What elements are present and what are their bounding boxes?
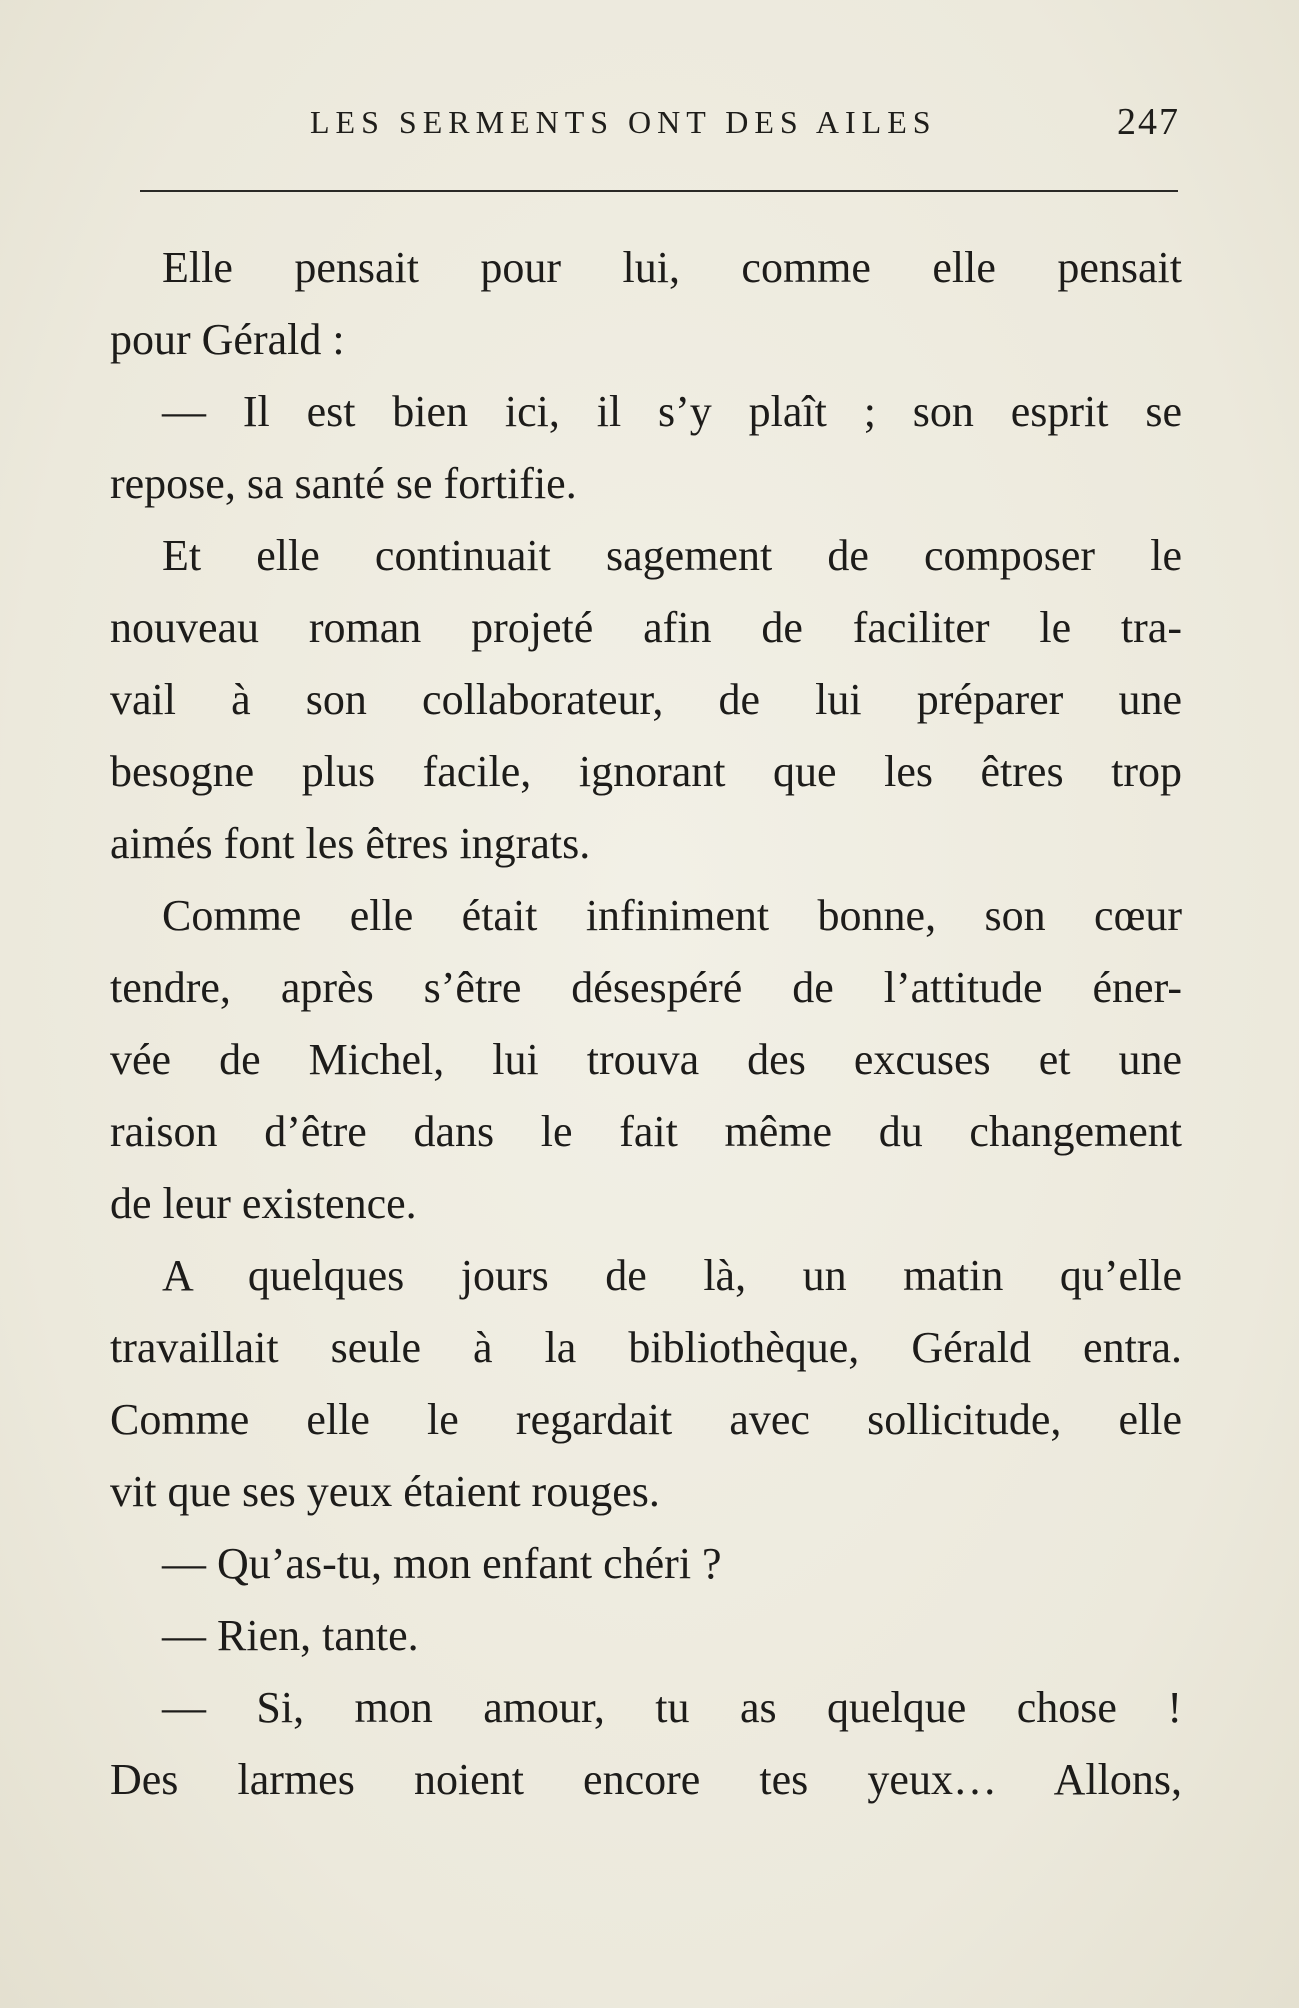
text-line: vit que ses yeux étaient rouges.	[110, 1467, 660, 1516]
text-line: raison d’être dans le fait même du changement	[110, 1107, 1182, 1156]
text-line: Et elle continuait sagement de composer le	[162, 531, 1182, 580]
running-head	[140, 100, 1180, 150]
text-line: — Rien, tante.	[162, 1611, 419, 1660]
text-line: aimés font les êtres ingrats.	[110, 819, 591, 868]
text-line: Elle pensait pour lui, comme elle pensait	[162, 243, 1182, 292]
running-title: LES SERMENTS ONT DES AILES	[310, 104, 937, 140]
text-line: — Si, mon amour, tu as quelque chose !	[162, 1683, 1182, 1732]
header-rule	[140, 190, 1178, 192]
body-text	[110, 232, 1182, 1816]
page-number: 247	[1117, 101, 1180, 143]
text-line: — Qu’as-tu, mon enfant chéri ?	[162, 1539, 722, 1588]
text-line: besogne plus facile, ignorant que les êtres trop	[110, 747, 1182, 796]
text-line: repose, sa santé se fortifie.	[110, 459, 577, 508]
text-line: Des larmes noient encore tes yeux… Allons,	[110, 1755, 1182, 1804]
text-line: pour Gérald :	[110, 315, 345, 364]
text-line: tendre, après s’être désespéré de l’attitude éner-	[110, 963, 1182, 1012]
text-line: travaillait seule à la bibliothèque, Gérald entra.	[110, 1323, 1182, 1372]
text-line: Comme elle le regardait avec sollicitude, elle	[110, 1395, 1182, 1444]
text-line: — Il est bien ici, il s’y plaît ; son esprit se	[162, 387, 1182, 436]
text-line: vail à son collaborateur, de lui préparer une	[110, 675, 1182, 724]
text-line: A quelques jours de là, un matin qu’elle	[162, 1251, 1182, 1300]
text-line: nouveau roman projeté afin de faciliter le tra-	[110, 603, 1182, 652]
text-line: de leur existence.	[110, 1179, 417, 1228]
text-line: Comme elle était infiniment bonne, son cœur	[162, 891, 1182, 940]
text-line: vée de Michel, lui trouva des excuses et une	[110, 1035, 1182, 1084]
